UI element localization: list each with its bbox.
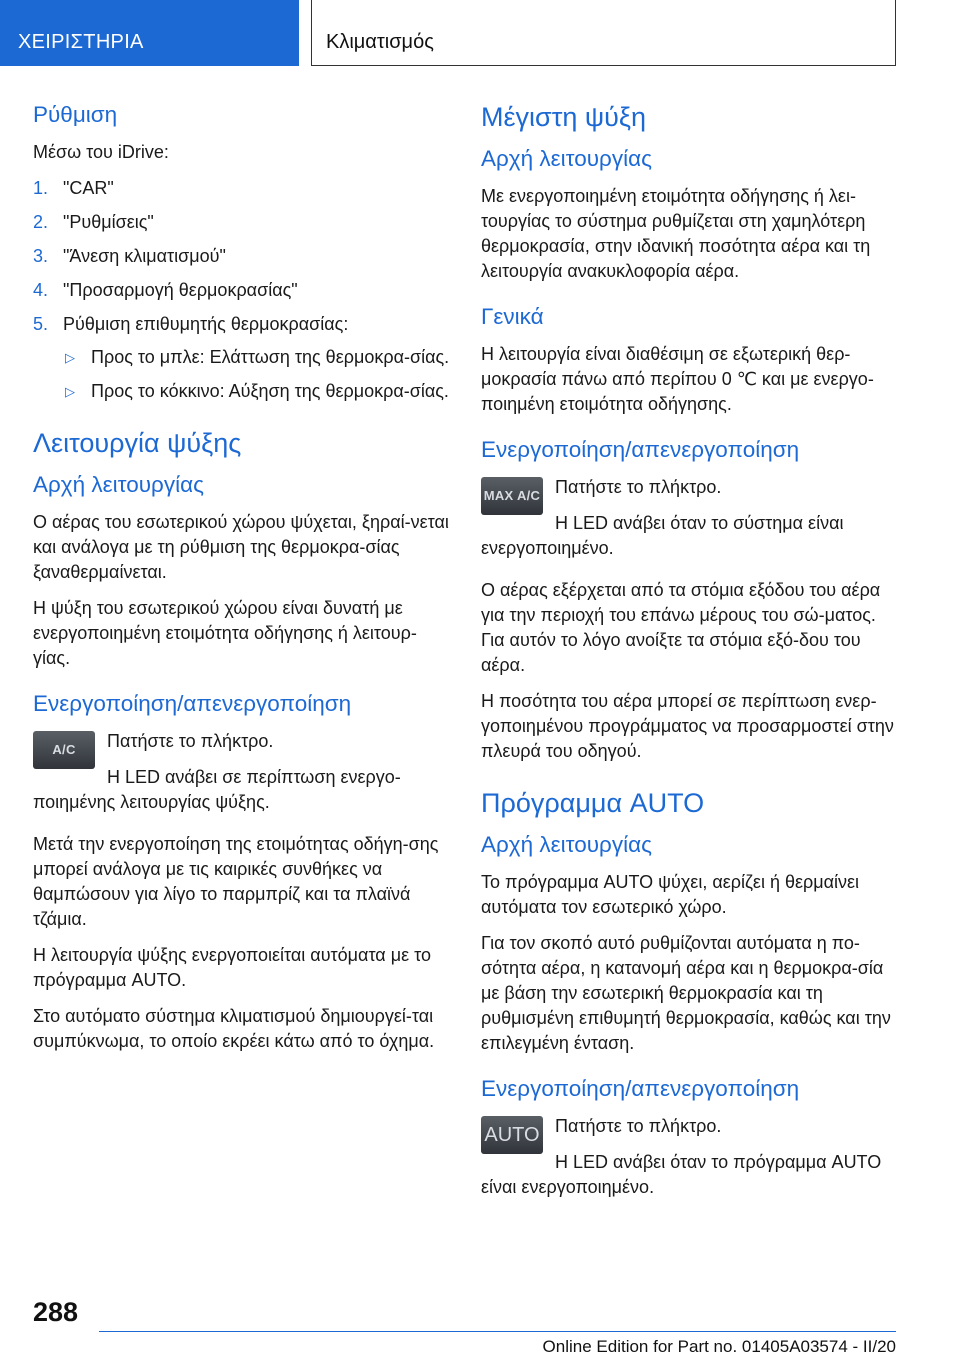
step-text: "Άνεση κλιματισμού" <box>63 246 226 266</box>
sub-step-text: Προς το μπλε: Ελάττωση της θερμοκρα-σίας. <box>91 347 450 367</box>
list-item <box>33 244 451 269</box>
setting-steps <box>33 176 451 404</box>
max-text-1: Ο αέρας εξέρχεται από τα στόμια εξόδου του αέρα για την περιοχή του επάνω μέρους του σώ-ματος. Για αυτόν το λόγο ανοίξτε τα στόμια εξό-δου του αέρα. <box>481 580 881 675</box>
auto-text-1: Το πρόγραμμα AUTO ψύχει, αερίζει ή θερμαίνει αυτόματα τον εσωτερικό χώρο. <box>481 872 860 917</box>
left-column <box>33 100 451 1065</box>
setting-intro: Μέσω του iDrive: <box>33 142 169 162</box>
chapter-tab <box>311 0 896 66</box>
step-number: 1. <box>33 178 49 198</box>
onoff-heading: Ενεργοποίηση/απενεργοποίηση <box>33 691 352 716</box>
principle-text-1: Ο αέρας του εσωτερικού χώρου ψύχεται, ξηραί-νεται και ανάλογα με τη ρύθμιση της θερμοκρα-σίας ξαναθερμαίνεται. <box>33 512 449 582</box>
section-title: ΧΕΙΡΙΣΤΗΡΙΑ <box>18 31 144 53</box>
max-press-key-text: Πατήστε το πλήκτρο. <box>555 477 722 497</box>
auto-text-2: Για τον σκοπό αυτό ρυθμίζονται αυτόματα η πο-σότητα αέρα, η κατανομή αέρα και η θερμοκρα-σία με βάση την εσωτερική θερμοκρασία και τη ρυθμισμένη επιθυμητή θερμοκρασία, καθώς και την επιλεγμένη ένταση. <box>481 933 891 1053</box>
principle-text-2: Η ψύξη του εσωτερικού χώρου είναι δυνατή με ενεργοποιημένη ετοιμότητα οδήγησης ή λειτουρ-γίας. <box>33 598 417 668</box>
sub-steps <box>63 345 451 404</box>
step-text: "CAR" <box>63 178 114 198</box>
led-text: Η LED ανάβει σε περίπτωση ενεργο-ποιημένης λειτουργίας ψύξης. <box>33 767 401 812</box>
max-ac-key-block <box>481 475 899 572</box>
step-text: "Προσαρμογή θερμοκρασίας" <box>63 280 298 300</box>
sub-list-item <box>63 379 451 404</box>
page-number: 288 <box>33 1297 79 1327</box>
max-principle-text: Με ενεργοποιημένη ετοιμότητα οδήγησης ή λει-τουργίας το σύστημα ρυθμίζεται στη χαμηλότερη θερμοκρασία, στην ιδανική ποσότητα αέρα και τη λειτουργία ανακυκλοφορία αέρα. <box>481 186 871 281</box>
list-item <box>33 278 451 303</box>
list-item <box>33 176 451 201</box>
max-principle-heading: Αρχή λειτουργίας <box>481 146 652 171</box>
chapter-title: Κλιματισμός <box>326 31 434 53</box>
step-text: Ρύθμιση επιθυμητής θερμοκρασίας: <box>63 314 349 334</box>
edition-footer: Online Edition for Part no. 01405A03574 - II/20 <box>542 1337 896 1356</box>
max-text-2: Η ποσότητα του αέρα μπορεί σε περίπτωση ενερ-γοποιημένου προγράμματος να προσαρμοστεί στην πλευρά του οδηγού. <box>481 691 894 761</box>
after-text-1: Μετά την ενεργοποίηση της ετοιμότητας οδήγη-σης μπορεί ανάλογα με τις καιρικές συνθήκες να θαμπώσουν για λίγο το παρμπρίζ και τα πλαϊνά τζάμια. <box>33 834 439 929</box>
step-number: 5. <box>33 314 49 334</box>
ac-key-icon: A/C <box>33 731 95 769</box>
max-onoff-heading: Ενεργοποίηση/απενεργοποίηση <box>481 437 800 462</box>
max-led-text: Η LED ανάβει όταν το σύστημα είναι ενεργοποιημένο. <box>481 513 844 558</box>
auto-heading: Πρόγραμμα AUTO <box>481 788 705 818</box>
step-number: 4. <box>33 280 49 300</box>
list-item <box>33 210 451 235</box>
cooling-heading: Λειτουργία ψύξης <box>33 428 242 458</box>
auto-press-key-text: Πατήστε το πλήκτρο. <box>555 1116 722 1136</box>
right-column <box>481 100 899 1211</box>
list-item <box>33 312 451 404</box>
section-tab <box>0 0 299 66</box>
triangle-bullet-icon: ▷ <box>65 350 75 365</box>
sub-list-item <box>63 345 451 370</box>
step-number: 2. <box>33 212 49 232</box>
principle-heading: Αρχή λειτουργίας <box>33 472 204 497</box>
max-ac-key-icon: MAX A/C <box>481 477 543 515</box>
press-key-text: Πατήστε το πλήκτρο. <box>107 731 274 751</box>
max-cooling-heading: Μέγιστη ψύξη <box>481 102 646 132</box>
auto-principle-heading: Αρχή λειτουργίας <box>481 832 652 857</box>
step-text: "Ρυθμίσεις" <box>63 212 154 232</box>
setting-heading: Ρύθμιση <box>33 102 118 127</box>
auto-key-block <box>481 1114 899 1211</box>
after-text-2: Η λειτουργία ψύξης ενεργοποιείται αυτόματα με το πρόγραμμα AUTO. <box>33 945 431 990</box>
auto-onoff-heading: Ενεργοποίηση/απενεργοποίηση <box>481 1076 800 1101</box>
sub-step-text: Προς το κόκκινο: Αύξηση της θερμοκρα-σίας. <box>91 381 449 401</box>
footer-divider <box>99 1331 896 1332</box>
general-heading: Γενικά <box>481 304 544 329</box>
auto-key-icon: AUTO <box>481 1116 543 1154</box>
auto-led-text: Η LED ανάβει όταν το πρόγραμμα AUTO είναι ενεργοποιημένο. <box>481 1152 882 1197</box>
after-text-3: Στο αυτόματο σύστημα κλιματισμού δημιουργεί-ται συμπύκνωμα, το οποίο εκρέει κάτω από το όχημα. <box>33 1006 435 1051</box>
triangle-bullet-icon: ▷ <box>65 384 75 399</box>
step-number: 3. <box>33 246 49 266</box>
ac-key-block <box>33 729 451 826</box>
general-text: Η λειτουργία είναι διαθέσιμη σε εξωτερική θερ-μοκρασία πάνω από περίπου 0 ℃ και με ενεργο-ποιημένη ετοιμότητα οδήγησης. <box>481 344 874 414</box>
